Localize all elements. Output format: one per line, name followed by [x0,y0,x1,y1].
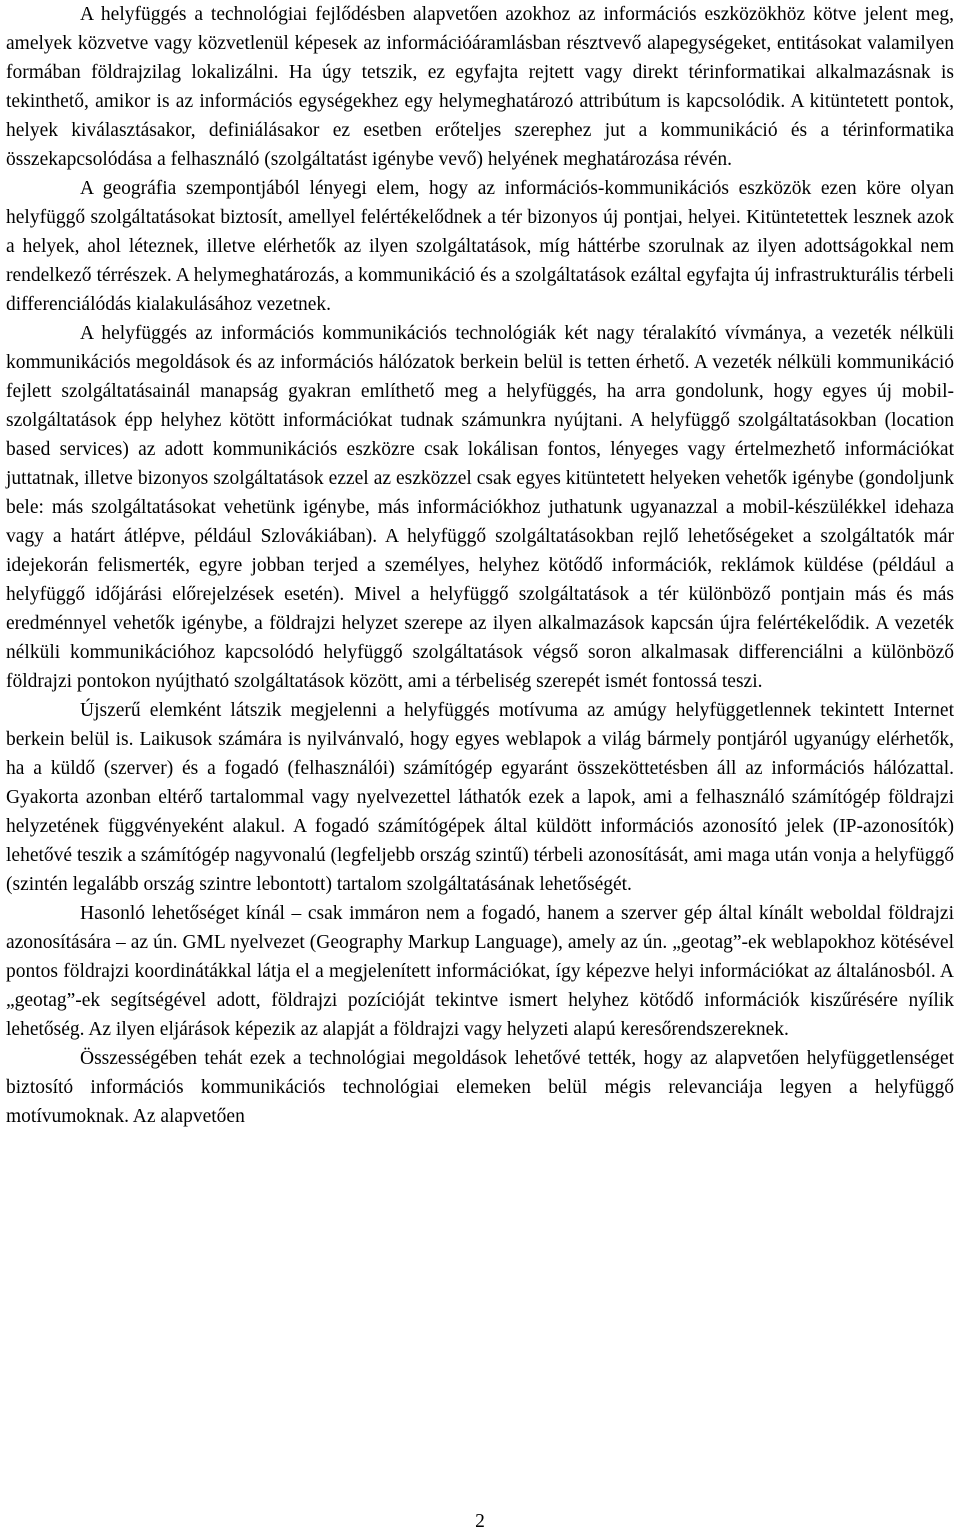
paragraph-6: Összességében tehát ezek a technológiai megoldások lehetővé tették, hogy az alapvetően helyfüggetlenséget biztosító információs kommunikációs technológiai elemeken belül mégis relevanciája legyen a helyfüggő motívumoknak. Az alapvetően [6,1048,954,1127]
paragraph-4: Újszerű elemként látszik megjelenni a helyfüggés motívuma az amúgy helyfüggetlennek tekintett Internet berkein belül is. Laikusok számára is nyilvánvaló, hogy egyes weblapok a világ bármely pontjáról ugyanúgy elérhetők, ha a küldő (szerver) és a fogadó (felhasználói) számítógép egyaránt összeköttetésben áll az információs hálózattal. Gyakorta azonban eltérő tartalommal vagy nyelvezettel láthatók ezek a lapok, ami a felhasználó számítógép földrajzi helyzetének függvényeként alakul. A fogadó számítógépek által küldött információs azonosító jelek (IP-azonosítók) lehetővé teszik a számítógép nagyvonalú (legfeljebb ország szintű) térbeli azonosítását, ami maga után vonja a helyfüggő (szintén legalább ország szintre lebontott) tartalom szolgáltatásának lehetőségét. [6,700,954,895]
paragraph-5: Hasonló lehetőséget kínál – csak immáron nem a fogadó, hanem a szerver gép által kínált weboldal földrajzi azonosítására – az ún. GML nyelvezet (Geography Markup Language), amely az ún. „geotag”-ek weblapokhoz kötésével pontos földrajzi koordinátákkal látja el a megjelenített információkat, így képezve helyi információkat az általánosból. A „geotag”-ek segítségével adott, földrajzi pozícióját tekintve ismert helyhez kötődő információk kiszűrésére nyílik lehetőség. Az ilyen eljárások képezik az alapját a földrajzi vagy helyzeti alapú keresőrendszereknek. [6,903,954,1040]
paragraph-1: A helyfüggés a technológiai fejlődésben alapvetően azokhoz az információs eszközökhöz kötve jelent meg, amelyek közvetve vagy közvetlenül képesek az információáramlásban résztvevő alapegységeket, entitásokat valamilyen formában földrajzilag lokalizálni. Ha úgy tetszik, ez egyfajta rejtett vagy direkt térinformatikai alkalmazásnak is tekinthető, amikor is az információs egységekhez egy helymeghatározó attribútum is kapcsolódik. A kitüntetett pontok, helyek kiválasztásakor, definiálásakor ez esetben erőteljes szerephez jut a kommunikáció és a térinformatika összekapcsolódása a felhasználó (szolgáltatást igénybe vevő) helyének meghatározása révén. [6,4,954,170]
paragraph-2: A geográfia szempontjából lényegi elem, hogy az információs-kommunikációs eszközök ezen köre olyan helyfüggő szolgáltatásokat biztosít, amellyel felértékelődnek a tér bizonyos új pontjai, helyei. Kitüntetettek lesznek azok a helyek, ahol léteznek, illetve elérhetők az ilyen szolgáltatások, míg háttérbe szorulnak az ilyen adottságokkal nem rendelkező térrészek. A helymeghatározás, a kommunikáció és a szolgáltatások ezáltal egyfajta új infrastrukturális térbeli differenciálódás kialakulásához vezetnek. [6,178,954,315]
paragraph-3: A helyfüggés az információs kommunikációs technológiák két nagy téralakító vívmánya, a vezeték nélküli kommunikációs megoldások és az információs hálózatok berkein belül is tetten érhető. A vezeték nélküli kommunikáció fejlett szolgáltatásainál manapság gyakran említhető meg a helyfüggés, ha arra gondolunk, hogy egyes új mobil-szolgáltatások épp helyhez kötött információkat tudnak számunkra nyújtani. A helyfüggő szolgáltatásokban (location based services) az adott kommunikációs eszközre csak lokálisan fontos, lényeges vagy értelmezhető információkat juttatnak, illetve bizonyos szolgáltatások ezzel az eszközzel csak egyes kitüntetett helyeken vehetők igénybe (gondoljunk bele: más szolgáltatásokat vehetünk igénybe, más információkhoz juthatunk ugyanazzal a mobil-készülékkel idehaza vagy a határt átlépve, például Szlovákiában). A helyfüggő szolgáltatásokban rejlő lehetőségeket a szolgáltatók már idejekorán felismerték, egyre jobban terjed a személyes, helyhez kötődő információk, reklámok küldése (például a helyfüggő időjárási előrejelzések esetén). Mivel a helyfüggő szolgáltatások a tér különböző pontjain más és más eredménnyel vehetők igénybe, a földrajzi helyzet szerepe az ilyen alkalmazások kapcsán újra felértékelődik. A vezeték nélküli kommunikációhoz kapcsolódó helyfüggő szolgáltatások végső soron alkalmasak differenciálni a különböző földrajzi pontokon nyújtható szolgáltatások között, ami a térbeliség szerepét ismét fontossá teszi. [6,323,954,692]
document-page [6,0,954,1537]
page-number: 2 [475,1511,485,1532]
